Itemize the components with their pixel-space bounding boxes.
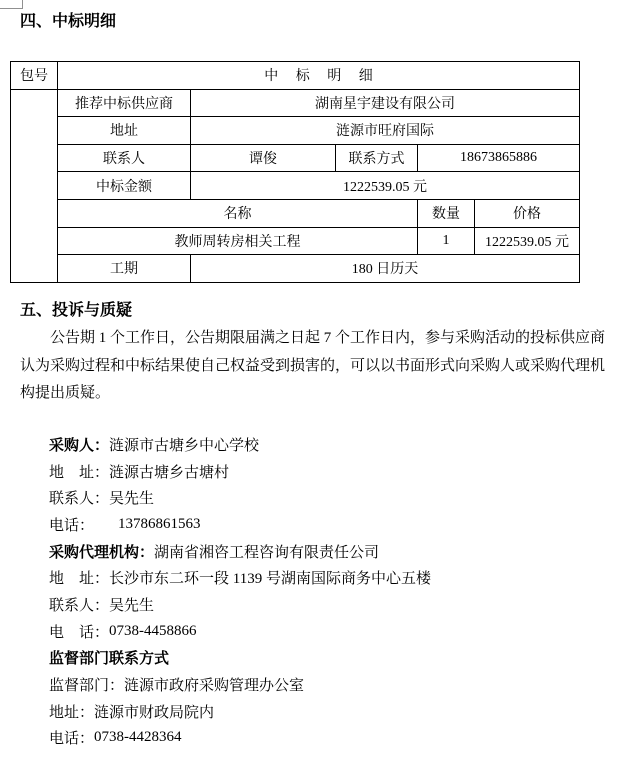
purchaser-address-value: 涟源古塘乡古塘村 <box>109 464 230 481</box>
supervision-phone-label: 电话： <box>49 731 95 748</box>
duration-value-cell: 180 日历天 <box>191 255 580 283</box>
contact-line-agency-phone <box>49 618 609 645</box>
contact-line-supervision-phone <box>49 725 609 752</box>
price-header-cell: 价格 <box>475 199 580 227</box>
qty-header-cell: 数量 <box>418 199 475 227</box>
agency-contact-label: 联系人： <box>49 597 110 614</box>
table-row-amount <box>11 172 580 200</box>
table-title-cell: 中 标 明 细 <box>58 62 580 90</box>
table-row-duration <box>11 255 580 283</box>
duration-label-cell: 工期 <box>58 255 191 283</box>
contact-line-supervision-dept <box>49 671 609 698</box>
agency-address-label: 地 址： <box>49 571 110 588</box>
supervision-address-label: 地址： <box>49 704 95 721</box>
name-header-cell: 名称 <box>58 199 418 227</box>
purchaser-phone-label: 电话： <box>49 517 95 534</box>
purchaser-address-label: 地 址： <box>49 464 110 481</box>
contact-method-label-cell: 联系方式 <box>336 144 418 172</box>
purchaser-value: 涟源市古塘乡中心学校 <box>109 437 260 454</box>
purchaser-contact-label: 联系人： <box>49 491 110 508</box>
amount-value-cell: 1222539.05 元 <box>191 172 580 200</box>
supervision-dept-label: 监督部门： <box>49 678 125 695</box>
table-row-address <box>11 117 580 145</box>
contact-info-block <box>49 431 609 751</box>
item-name-cell: 教师周转房相关工程 <box>58 227 418 255</box>
table-row-contact <box>11 144 580 172</box>
section-5-title: 五、投诉与质疑 <box>20 302 133 319</box>
contact-line-agency-contact <box>49 591 609 618</box>
contact-line-purchaser-address <box>49 458 609 485</box>
package-no-label-cell: 包号 <box>11 62 58 90</box>
item-price-cell: 1222539.05 元 <box>475 227 580 255</box>
section-4-title: 四、中标明细 <box>20 13 117 30</box>
contact-method-value-cell: 18673865886 <box>418 144 580 172</box>
contact-line-purchaser-phone <box>49 511 609 538</box>
purchaser-label: 采购人： <box>49 437 110 454</box>
contact-line-supervision-address <box>49 698 609 725</box>
contact-line-agency-address <box>49 564 609 591</box>
purchaser-contact-value: 吴先生 <box>109 491 155 508</box>
page-corner-artifact <box>0 0 23 9</box>
supervision-heading-label: 监督部门联系方式 <box>49 651 170 668</box>
address-label-cell: 地址 <box>58 117 191 145</box>
table-row-item <box>11 227 580 255</box>
supervision-phone-value: 0738-4428364 <box>94 729 182 746</box>
contact-label-cell: 联系人 <box>58 144 191 172</box>
supervision-dept-value: 涟源市政府采购管理办公室 <box>124 678 305 695</box>
contact-line-purchaser-contact <box>49 484 609 511</box>
table-row-supplier <box>11 89 580 117</box>
item-qty-cell: 1 <box>418 227 475 255</box>
agency-phone-value: 0738-4458866 <box>109 622 197 639</box>
supervision-heading <box>49 645 609 672</box>
contact-value-cell: 谭俊 <box>191 144 336 172</box>
table-row-header <box>11 62 580 90</box>
agency-value: 湖南省湘咨工程咨询有限责任公司 <box>154 544 380 561</box>
purchaser-phone-value: 13786861563 <box>118 515 201 532</box>
address-value-cell: 涟源市旺府国际 <box>191 117 580 145</box>
contact-line-agency <box>49 538 609 565</box>
supervision-address-value: 涟源市财政局院内 <box>94 704 215 721</box>
agency-label: 采购代理机构： <box>49 544 155 561</box>
agency-phone-label: 电 话： <box>49 624 110 641</box>
supplier-value-cell: 湖南星宇建设有限公司 <box>191 89 580 117</box>
package-no-value-cell <box>11 89 58 282</box>
agency-contact-value: 吴先生 <box>109 597 155 614</box>
complaint-paragraph: 公告期 1 个工作日，公告期限届满之日起 7 个工作日内，参与采购活动的投标供应商认为采购过程和中标结果使自己权益受到损害的，可以以书面形式向采购人或采购代理机构提出质疑。 <box>20 330 606 401</box>
agency-address-value: 长沙市东二环一段 1139 号湖南国际商务中心五楼 <box>109 571 431 588</box>
table-row-item-header <box>11 199 580 227</box>
amount-label-cell: 中标金额 <box>58 172 191 200</box>
bid-detail-table <box>10 61 580 283</box>
contact-line-purchaser <box>49 431 609 458</box>
supplier-label-cell: 推荐中标供应商 <box>58 89 191 117</box>
